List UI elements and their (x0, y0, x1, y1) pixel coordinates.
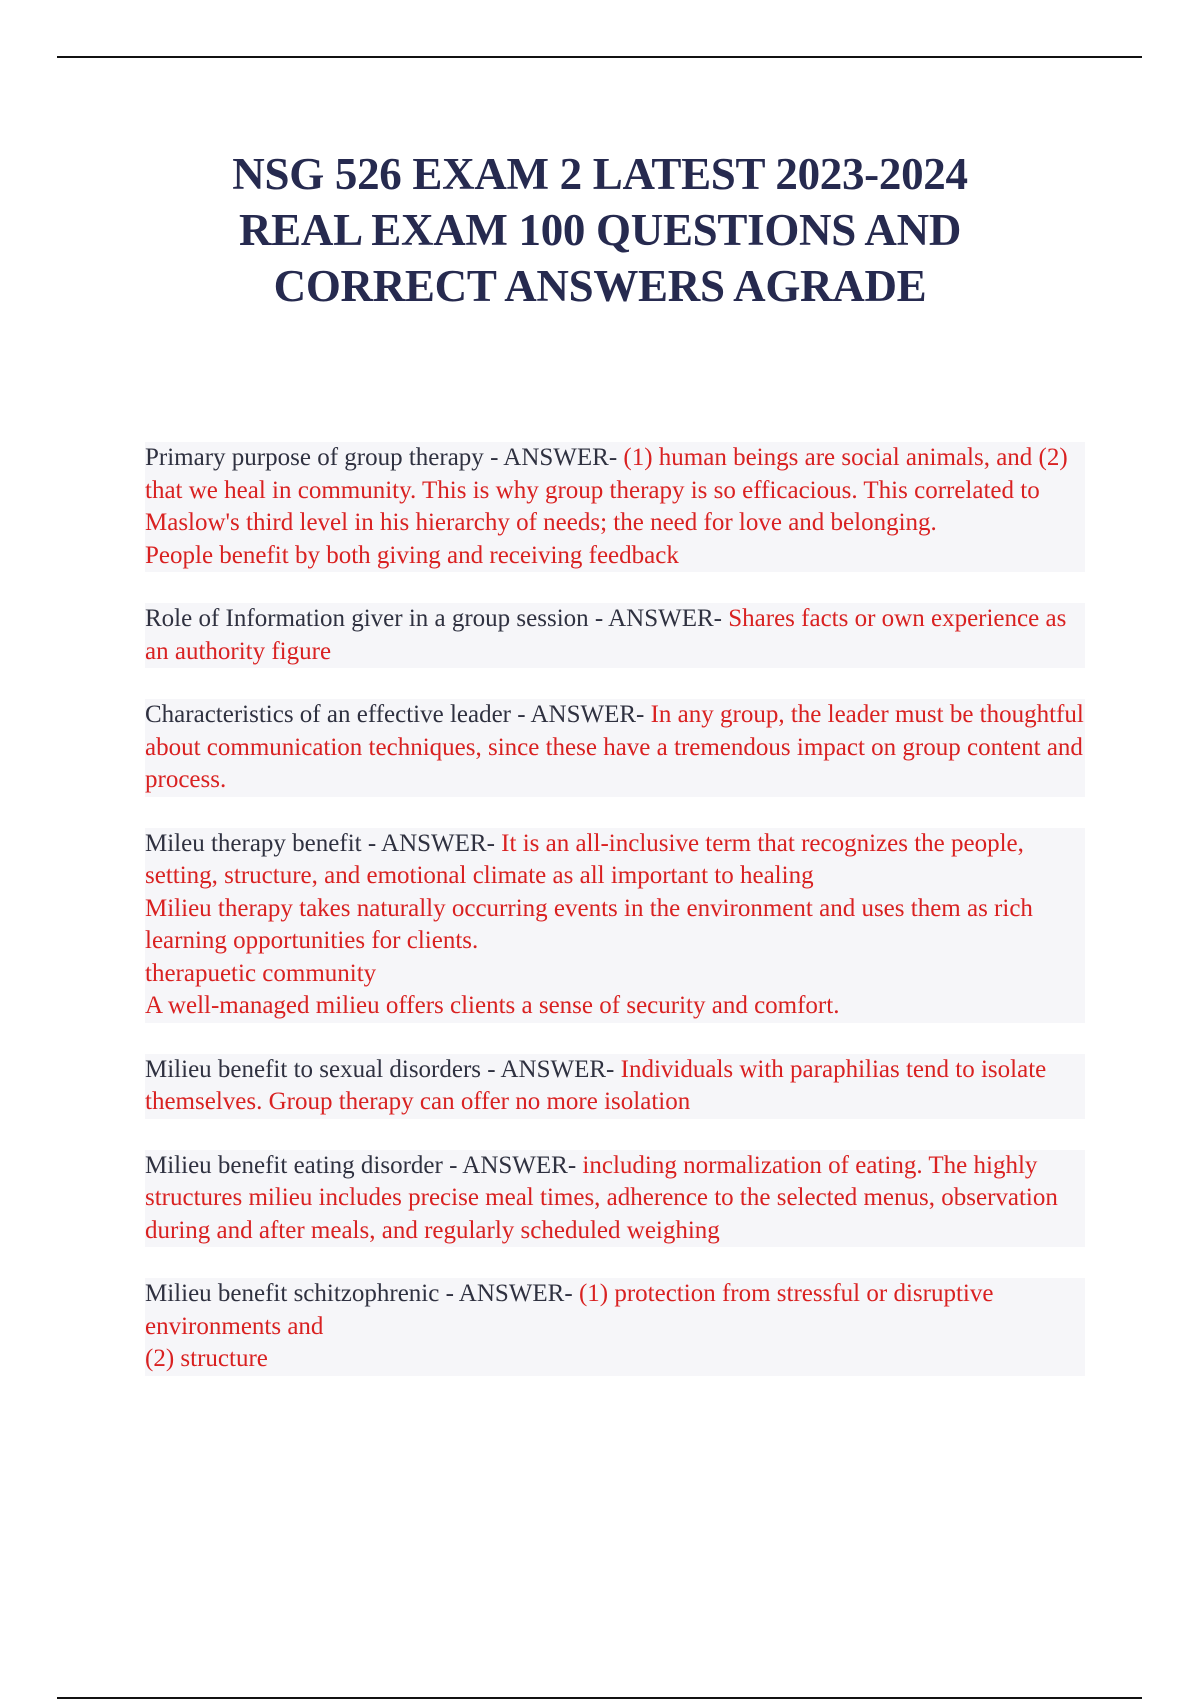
title-line: REAL EXAM 100 QUESTIONS AND (238, 205, 962, 255)
qa-item (145, 699, 1085, 797)
qa-item (145, 603, 1085, 668)
question-text: Milieu benefit to sexual disorders (145, 1055, 482, 1083)
title-line: NSG 526 EXAM 2 LATEST 2023-2024 (232, 149, 968, 199)
question-text: Characteristics of an effective leader (145, 701, 512, 728)
answer-text: People benefit by both giving and receiving feedback (145, 541, 679, 569)
answer-text: (1) protection from stressful or disruptive environments and (145, 1280, 994, 1340)
qa-list (145, 442, 1085, 1407)
qa-item (145, 1150, 1085, 1248)
qa-item (145, 1054, 1085, 1119)
answer-text: It is an all-inclusive term that recognizes the people, setting, structure, and emotional climate as all important to healing (145, 829, 1024, 889)
answer-separator: - ANSWER- (511, 701, 651, 728)
answer-separator: - ANSWER- (481, 1055, 621, 1083)
answer-text: Individuals with paraphilias tend to isolate themselves. Group therapy can offer no more isolation (145, 1055, 1047, 1115)
answer-separator: - ANSWER- (361, 829, 502, 857)
qa-item (145, 828, 1085, 1023)
answer-text: including normalization of eating. The highly structures milieu includes precise meal times, adherence to the selected menus, observation during and after meals, and regularly scheduled weighing (145, 1151, 1058, 1244)
question-text: Primary purpose of group therapy (145, 444, 484, 471)
answer-text: In any group, the leader must be thoughtful about communication techniques, since these have a tremendous impact on group content and process. (145, 701, 1084, 793)
question-text: Milieu benefit schitzophrenic (145, 1280, 440, 1307)
answer-separator: - ANSWER- (442, 1151, 583, 1179)
answer-separator: - ANSWER- (483, 444, 624, 471)
bottom-rule (57, 1697, 1142, 1699)
answer-text: Shares facts or own experience as an authority figure (145, 605, 1067, 665)
top-rule (57, 56, 1142, 58)
answer-text: Milieu therapy takes naturally occurring events in the environment and uses them as rich learning opportunities for clients. (145, 894, 1033, 954)
question-text: Role of Information giver in a group session (145, 605, 589, 632)
answer-text: A well-managed milieu offers clients a sense of security and comfort. (145, 992, 840, 1019)
qa-item (145, 442, 1085, 572)
answer-separator: - ANSWER- (588, 605, 729, 632)
answer-separator: - ANSWER- (439, 1280, 579, 1307)
question-text: Milieu benefit eating disorder (145, 1151, 443, 1179)
answer-text: (2) structure (145, 1345, 268, 1372)
answer-text: (1) human beings are social animals, and (2) that we heal in community. This is why group therapy is so efficacious. This correlated to Maslow's third level in his hierarchy of needs; the need for love and belonging. (145, 444, 1068, 536)
question-text: Mileu therapy benefit (145, 829, 362, 857)
document-title (100, 146, 1100, 314)
qa-item (145, 1278, 1085, 1376)
answer-text: therapuetic community (145, 959, 377, 987)
title-line: CORRECT ANSWERS AGRADE (273, 261, 927, 311)
